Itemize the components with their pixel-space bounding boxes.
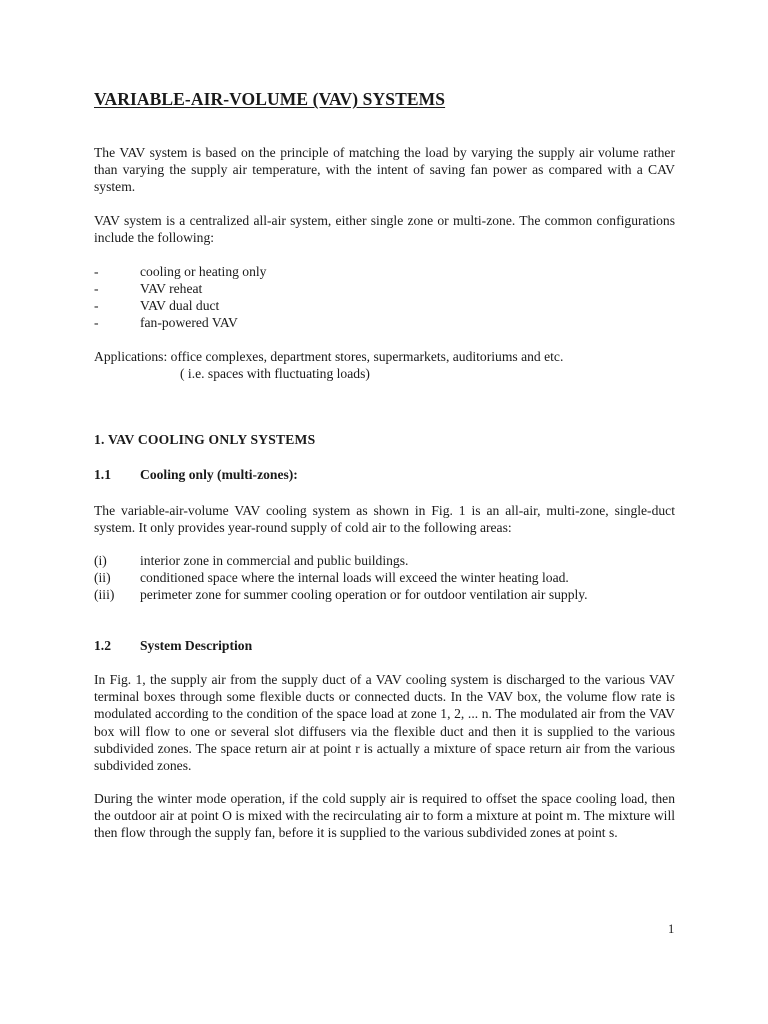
intro-paragraph: The VAV system is based on the principle of matching the load by varying the supply air volume rather than varying the supply air temperature, with the intent of saving fan power as compared with a CAV system. <box>94 145 675 195</box>
list-item-marker: - <box>94 315 99 330</box>
list-item: conditioned space where the internal loads will exceed the winter heating load. <box>140 570 569 585</box>
subsection-number: 1.1 <box>94 467 111 482</box>
subsection-heading: System Description <box>140 638 253 653</box>
list-item-marker: (i) <box>94 553 107 568</box>
list-item-marker: - <box>94 298 99 313</box>
list-item: cooling or heating only <box>140 264 267 279</box>
page-number: 1 <box>668 922 675 936</box>
list-item: fan-powered VAV <box>140 315 238 330</box>
list-item-marker: (iii) <box>94 587 115 602</box>
cooling-intro-paragraph: The variable-air-volume VAV cooling system as shown in Fig. 1 is an all-air, multi-zone, single-duct system. It only provides year-round supply of cold air to the following areas: <box>94 503 675 536</box>
list-item-marker: - <box>94 264 99 279</box>
list-item-marker: (ii) <box>94 570 111 585</box>
winter-mode-paragraph: During the winter mode operation, if the cold supply air is required to offset the space cooling load, then the outdoor air at point O is mixed with the recirculating air to form a mixture at point m. The mixture will then flow through the supply fan, before it is supplied to the various subdivided zones at point s. <box>94 791 675 841</box>
description-paragraph: In Fig. 1, the supply air from the supply duct of a VAV cooling system is discharged to the various VAV terminal boxes through some flexible ducts or connected ducts. In the VAV box, the volume flow rate is modulated according to the condition of the space load at zone 1, 2, ... n. The modulated air from the VAV box will flow to one or several slot diffusers via the flexible duct and then it is supplied to the various subdivided zones. The space return air at point r is actually a mixture of space return air from the various subdivided zones. <box>94 672 675 774</box>
document-title: VARIABLE-AIR-VOLUME (VAV) SYSTEMS <box>94 89 446 109</box>
section-heading: 1. VAV COOLING ONLY SYSTEMS <box>94 432 316 447</box>
applications-line: Applications: office complexes, department stores, supermarkets, auditoriums and etc. <box>94 349 564 364</box>
subsection-number: 1.2 <box>94 638 111 653</box>
list-item: VAV reheat <box>140 281 203 296</box>
applications-note: ( i.e. spaces with fluctuating loads) <box>180 366 370 381</box>
list-item: interior zone in commercial and public buildings. <box>140 553 409 568</box>
list-item: perimeter zone for summer cooling operation or for outdoor ventilation air supply. <box>140 587 588 602</box>
configurations-intro-paragraph: VAV system is a centralized all-air system, either single zone or multi-zone. The common configurations include the following: <box>94 213 675 246</box>
subsection-heading: Cooling only (multi-zones): <box>140 467 298 482</box>
list-item-marker: - <box>94 281 99 296</box>
list-item: VAV dual duct <box>140 298 220 313</box>
